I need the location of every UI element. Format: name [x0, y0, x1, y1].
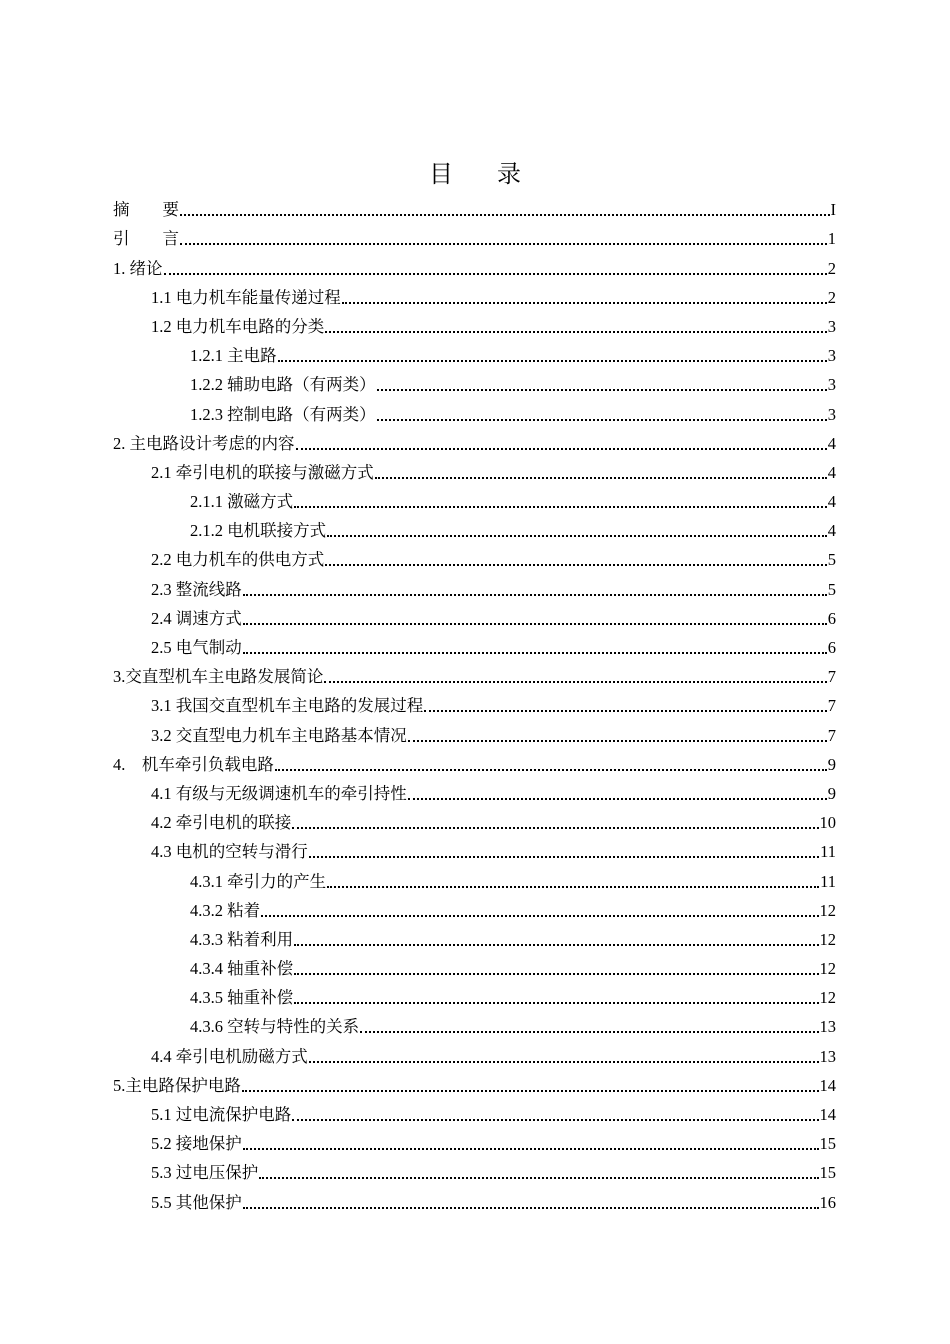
toc-entry[interactable] [113, 280, 836, 309]
toc-dot-leader [294, 1002, 818, 1004]
toc-page-number: 3 [827, 375, 836, 395]
toc-entry[interactable] [113, 542, 836, 571]
toc-dot-leader [294, 944, 818, 946]
toc-entry-title: 1.2.1 主电路 [190, 346, 277, 366]
toc-dot-leader [377, 419, 827, 421]
toc-page-number: 3 [827, 346, 836, 366]
toc-entry-title: 3.2 交直型电力机车主电路基本情况 [151, 725, 407, 745]
toc-dot-leader [309, 1061, 819, 1063]
toc-dot-leader [164, 273, 827, 275]
toc-dot-leader [180, 214, 830, 216]
toc-entry[interactable] [113, 338, 836, 367]
toc-entry[interactable] [113, 922, 836, 951]
toc-dot-leader [292, 1119, 818, 1121]
toc-dot-leader [408, 798, 827, 800]
toc-entry-title: 3.1 我国交直型机车主电路的发展过程 [151, 696, 424, 716]
toc-entry-title: 4.3.2 粘着 [190, 900, 261, 920]
toc-entry[interactable] [113, 717, 836, 746]
toc-entry-title: 5.3 过电压保护 [151, 1163, 259, 1183]
toc-entry-title: 2.1.2 电机联接方式 [190, 521, 327, 541]
toc-entry-title: 5.2 接地保护 [151, 1134, 242, 1154]
toc-entry[interactable] [113, 1126, 836, 1155]
toc-dot-leader [278, 360, 827, 362]
toc-page-number: 14 [819, 1075, 836, 1095]
toc-entry-title: 5.5 其他保护 [151, 1192, 242, 1212]
toc-page-number: 4 [827, 462, 836, 482]
toc-entry[interactable] [113, 776, 836, 805]
toc-entry[interactable] [113, 893, 836, 922]
toc-page-number: 4 [827, 433, 836, 453]
toc-page-number: 1 [827, 229, 836, 249]
toc-entry[interactable] [113, 1155, 836, 1184]
toc-dot-leader [243, 594, 827, 596]
toc-page-number: 13 [819, 1017, 836, 1037]
toc-dot-leader [327, 886, 819, 888]
toc-page-number: 9 [827, 754, 836, 774]
toc-entry[interactable] [113, 250, 836, 279]
toc-entry-title: 2. 主电路设计考虑的内容 [113, 433, 295, 453]
toc-page-number: 6 [827, 608, 836, 628]
toc-entry[interactable] [113, 659, 836, 688]
toc-entry[interactable] [113, 455, 836, 484]
toc-page-number: 13 [819, 1046, 836, 1066]
toc-page-number: 12 [819, 929, 836, 949]
toc-entry-title: 4.3 电机的空转与滑行 [151, 842, 308, 862]
toc-page-number: 12 [819, 988, 836, 1008]
toc-entry-title: 4.3.5 轴重补偿 [190, 988, 294, 1008]
toc-entry[interactable] [113, 980, 836, 1009]
toc-dot-leader [292, 827, 818, 829]
toc-entry-title: 1.2 电力机车电路的分类 [151, 316, 325, 336]
toc-entry-title: 5.1 过电流保护电路 [151, 1105, 292, 1124]
toc-page-number: 5 [827, 550, 836, 570]
toc-page-number: 5 [827, 579, 836, 599]
toc-dot-leader [342, 302, 827, 304]
toc-entry-title: 2.2 电力机车的供电方式 [151, 550, 325, 570]
toc-dot-leader [309, 856, 819, 858]
toc-dot-leader [243, 623, 827, 625]
toc-dot-leader [243, 652, 827, 654]
toc-page-number: 3 [827, 404, 836, 424]
toc-entry-title: 1. 绪论 [113, 258, 163, 278]
toc-entry-title: 2.3 整流线路 [151, 579, 242, 599]
toc-page-number: 6 [827, 638, 836, 657]
toc-entry[interactable] [113, 863, 836, 892]
toc-entry[interactable] [113, 571, 836, 600]
toc-dot-leader [408, 740, 827, 742]
toc-entry-title: 4.3.1 牵引力的产生 [190, 871, 327, 891]
toc-entry[interactable] [113, 747, 836, 776]
toc-page-number: 7 [827, 696, 836, 716]
toc-page-number: 16 [819, 1192, 836, 1212]
toc-dot-leader [294, 506, 827, 508]
toc-dot-leader [275, 769, 827, 771]
toc-page-number: 10 [819, 813, 836, 833]
toc-entry-title: 4. 机车牵引负载电路 [113, 754, 274, 774]
toc-entry-title: 引 言 [113, 229, 179, 249]
table-of-contents [113, 192, 836, 1214]
toc-page-number: 11 [820, 842, 836, 862]
toc-entry[interactable] [113, 396, 836, 425]
toc-page-number: 4 [827, 521, 836, 541]
toc-entry[interactable] [113, 1184, 836, 1213]
toc-page-number: 12 [819, 959, 836, 979]
toc-page-number: 15 [819, 1134, 836, 1154]
toc-entry-title: 4.2 牵引电机的联接 [151, 813, 292, 833]
toc-entry[interactable] [113, 630, 836, 659]
toc-entry-title: 4.3.3 粘着利用 [190, 929, 294, 949]
toc-page-number: 15 [819, 1163, 836, 1183]
toc-entry[interactable] [113, 1068, 836, 1097]
toc-entry[interactable] [113, 367, 836, 396]
toc-entry[interactable] [113, 484, 836, 513]
toc-entry-title: 3.交直型机车主电路发展简论 [113, 667, 324, 687]
toc-page-number: 2 [827, 258, 836, 278]
toc-page-number: 7 [827, 667, 836, 687]
toc-dot-leader [360, 1031, 818, 1033]
toc-dot-leader [325, 564, 827, 566]
toc-page-number: 2 [827, 287, 836, 307]
toc-entry-title: 摘 要 [113, 200, 179, 220]
toc-dot-leader [327, 535, 827, 537]
toc-entry-title: 4.1 有级与无级调速机车的牵引持性 [151, 783, 407, 803]
toc-entry[interactable] [113, 805, 836, 834]
toc-entry[interactable] [113, 1097, 836, 1126]
toc-page-number: 3 [827, 316, 836, 336]
page-title-char-2: 录 [497, 160, 521, 188]
toc-dot-leader [325, 331, 827, 333]
toc-page-number: 9 [827, 783, 836, 803]
toc-page-number: 7 [827, 725, 836, 745]
toc-dot-leader [242, 1090, 819, 1092]
toc-entry-title: 1.2.2 辅助电路（有两类） [190, 375, 376, 395]
toc-entry-title: 5.主电路保护电路 [113, 1075, 241, 1095]
toc-entry[interactable] [113, 513, 836, 542]
page-title [0, 156, 950, 192]
toc-entry-title: 2.1 牵引电机的联接与激磁方式 [151, 462, 374, 482]
toc-entry-title: 4.3.4 轴重补偿 [190, 959, 294, 979]
toc-entry-title: 1.1 电力机车能量传递过程 [151, 287, 341, 307]
toc-page-number: I [830, 200, 836, 220]
toc-dot-leader [375, 477, 827, 479]
toc-dot-leader [259, 1177, 818, 1179]
toc-dot-leader [243, 1148, 819, 1150]
toc-page-number: 14 [819, 1105, 836, 1124]
toc-entry-title: 2.5 电气制动 [151, 638, 242, 657]
toc-entry-title: 1.2.3 控制电路（有两类） [190, 404, 376, 424]
page-title-char-1: 目 [429, 160, 453, 188]
toc-dot-leader [296, 448, 827, 450]
toc-entry[interactable] [113, 688, 836, 717]
toc-entry[interactable] [113, 426, 836, 455]
toc-entry[interactable] [113, 834, 836, 863]
toc-entry[interactable] [113, 951, 836, 980]
toc-dot-leader [243, 1207, 819, 1209]
toc-entry[interactable] [113, 221, 836, 250]
toc-entry-title: 2.4 调速方式 [151, 608, 242, 628]
toc-dot-leader [377, 389, 827, 391]
toc-entry[interactable] [113, 309, 836, 338]
toc-page-number: 4 [827, 492, 836, 512]
toc-dot-leader [261, 915, 818, 917]
toc-entry[interactable] [113, 1038, 836, 1067]
toc-dot-leader [294, 973, 818, 975]
toc-entry[interactable] [113, 601, 836, 630]
toc-dot-leader [424, 710, 827, 712]
toc-entry-title: 4.4 牵引电机励磁方式 [151, 1046, 308, 1066]
toc-entry[interactable] [113, 192, 836, 221]
toc-page-number: 12 [819, 900, 836, 920]
toc-dot-leader [324, 681, 826, 683]
toc-dot-leader [180, 243, 827, 245]
toc-entry-title: 4.3.6 空转与特性的关系 [190, 1017, 360, 1037]
toc-entry-title: 2.1.1 激磁方式 [190, 492, 294, 512]
toc-entry[interactable] [113, 1009, 836, 1038]
toc-page-number: 11 [820, 871, 836, 891]
